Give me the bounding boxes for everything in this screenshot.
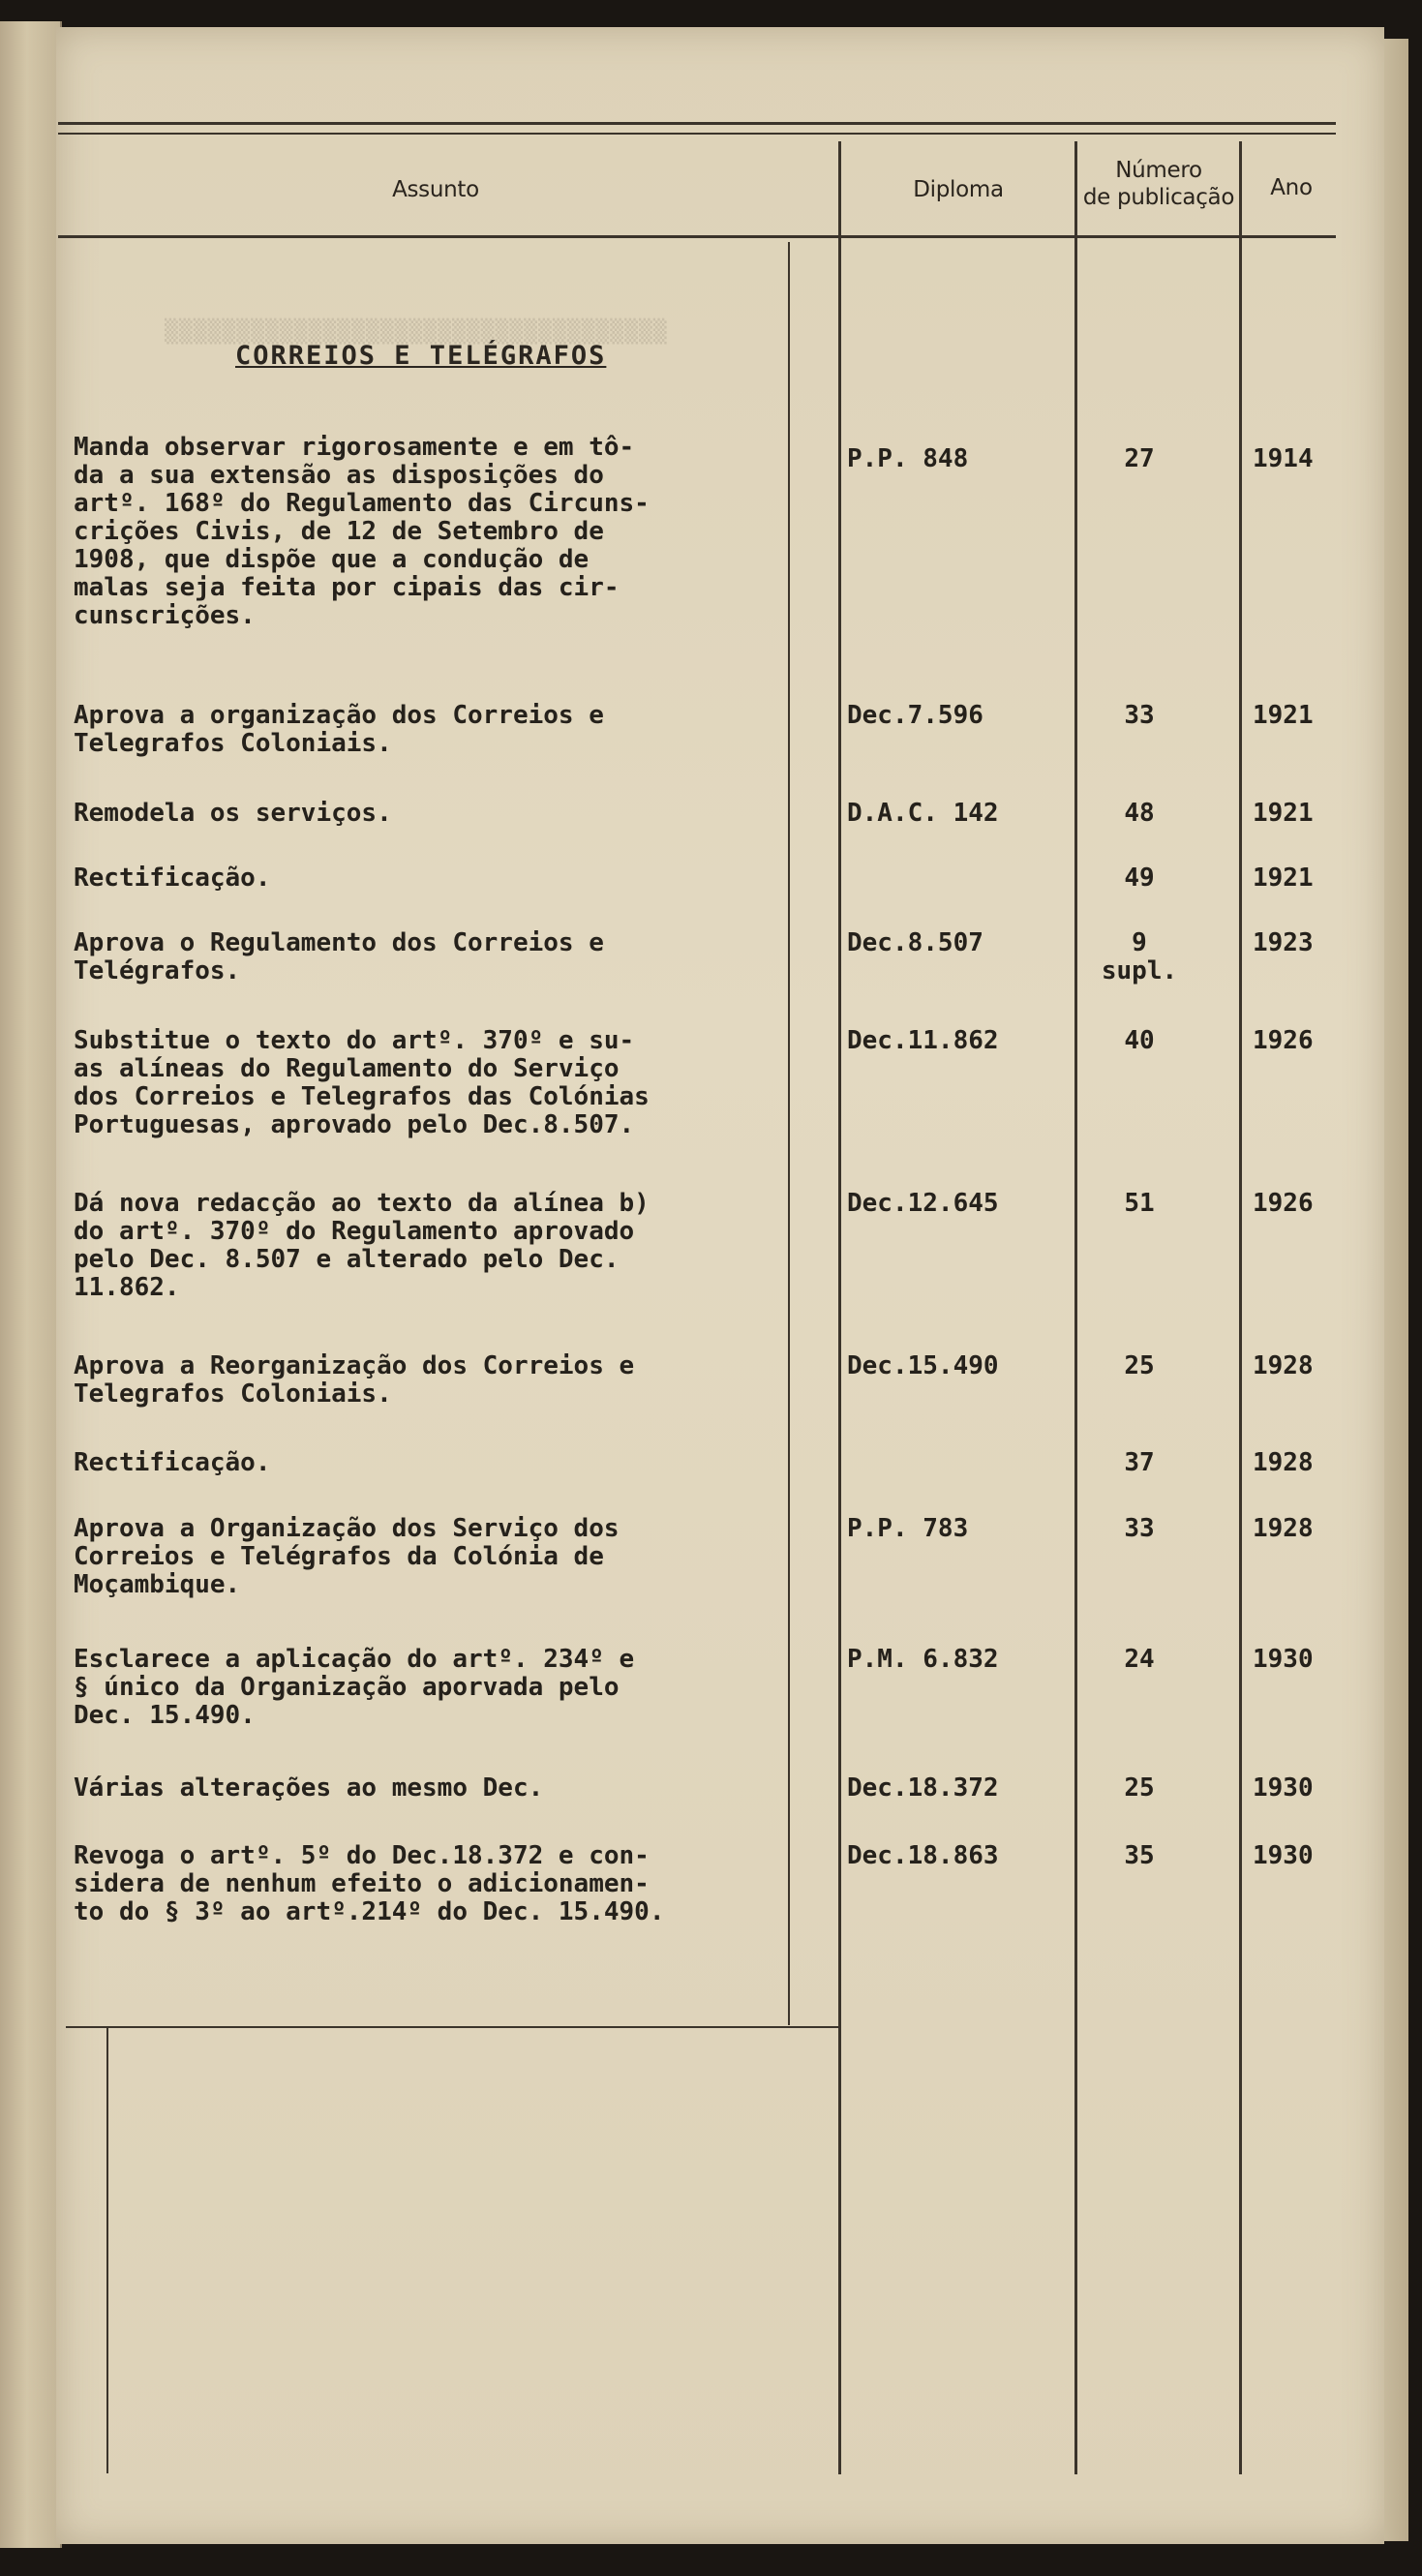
column-divider-diploma (838, 141, 841, 2474)
entry-subject: Dá nova redacção ao texto da alínea b) do artº. 370º do Regulamento aprovado pelo Dec. 8.507 e alterado pelo Dec. 11.862. (74, 1189, 650, 1302)
entry-subject: Aprova o Regulamento dos Correios e Telégrafos. (74, 928, 604, 985)
entry-numero: 27 (1124, 444, 1155, 473)
entry-ano: 1926 (1253, 1189, 1314, 1218)
entry-ano: 1928 (1253, 1448, 1314, 1477)
previous-page-edge (0, 21, 62, 2548)
entry-numero: 24 (1124, 1645, 1155, 1674)
entry-numero: 35 (1124, 1841, 1155, 1870)
entry-ano: 1921 (1253, 701, 1314, 730)
entry-ano: 1930 (1253, 1645, 1314, 1674)
entry-diploma: Dec.8.507 (847, 928, 983, 957)
subject-lower-rule (66, 2026, 838, 2028)
top-rule-outer (58, 122, 1336, 125)
entry-subject: Revoga o artº. 5º do Dec.18.372 e con- sidera de nenhum efeito o adicionamen- to do § 3º ao artº.214º do Dec. 15.490. (74, 1841, 665, 1926)
subject-lower-divider (106, 2026, 108, 2473)
header-assunto: Assunto (392, 177, 479, 202)
entry-numero: 49 (1124, 864, 1155, 893)
entry-subject: Várias alterações ao mesmo Dec. (74, 1773, 544, 1803)
entry-ano: 1921 (1253, 799, 1314, 828)
entry-subject: Rectificação. (74, 1448, 271, 1477)
section-title: CORREIOS E TELÉGRAFOS (235, 341, 607, 371)
entry-diploma: Dec.11.862 (847, 1026, 999, 1055)
header-numero: Número de publicação (1082, 158, 1235, 210)
entry-diploma: Dec.12.645 (847, 1189, 999, 1218)
entry-ano: 1921 (1253, 864, 1314, 893)
entry-ano: 1928 (1253, 1351, 1314, 1380)
entry-diploma: P.P. 848 (847, 444, 969, 473)
entry-diploma: P.P. 783 (847, 1514, 969, 1543)
entry-ano: 1923 (1253, 928, 1314, 957)
entry-numero: 33 (1124, 1514, 1155, 1543)
entry-ano: 1914 (1253, 444, 1314, 473)
entry-subject: Aprova a organização dos Correios e Telegrafos Coloniais. (74, 701, 604, 758)
entry-diploma: Dec.18.372 (847, 1773, 999, 1803)
entry-numero: 33 (1124, 701, 1155, 730)
entry-subject: Rectificação. (74, 864, 271, 893)
entry-ano: 1926 (1253, 1026, 1314, 1055)
top-rule-inner (58, 133, 1336, 135)
entry-subject: Manda observar rigorosamente e em tô- da a sua extensão as disposições do artº. 168º do Regulamento das Circuns- crições Civis, de 12 de Setembro de 1908, que dispõe que a condução de malas seja feita por cipais das cir- cunscrições. (74, 433, 650, 630)
entry-diploma: Dec.15.490 (847, 1351, 999, 1380)
entry-numero: 48 (1124, 799, 1155, 828)
entry-numero: 9 supl. (1101, 928, 1178, 985)
entry-ano: 1928 (1253, 1514, 1314, 1543)
entry-numero: 25 (1124, 1773, 1155, 1803)
entry-subject: Substitue o texto do artº. 370º e su- as alíneas do Regulamento do Serviço dos Correios e Telegrafos das Colónias Portuguesas, aprovado pelo Dec.8.507. (74, 1026, 650, 1139)
header-diploma: Diploma (913, 177, 1004, 202)
entry-diploma: D.A.C. 142 (847, 799, 999, 828)
column-divider-numero (1074, 141, 1077, 2474)
bleed-through-texture: ▒▒▒▒▒▒▒▒▒▒▒▒▒▒▒▒▒▒▒▒▒▒▒▒▒▒▒▒▒▒▒▒▒▒▒ (165, 319, 668, 345)
entry-numero: 37 (1124, 1448, 1155, 1477)
entry-subject: Aprova a Reorganização dos Correios e Telegrafos Coloniais. (74, 1351, 635, 1409)
column-divider-ano (1239, 141, 1242, 2474)
entry-subject: Aprova a Organização dos Serviço dos Correios e Telégrafos da Colónia de Moçambique. (74, 1514, 620, 1599)
entry-subject: Esclarece a aplicação do artº. 234º e § único da Organização aporvada pelo Dec. 15.490. (74, 1645, 635, 1730)
header-ano: Ano (1270, 175, 1313, 200)
entry-numero: 25 (1124, 1351, 1155, 1380)
entry-numero: 40 (1124, 1026, 1155, 1055)
entry-diploma: P.M. 6.832 (847, 1645, 999, 1674)
header-bottom-rule (58, 235, 1336, 238)
entry-subject: Remodela os serviços. (74, 799, 392, 828)
entry-ano: 1930 (1253, 1773, 1314, 1803)
entry-diploma: Dec.7.596 (847, 701, 983, 730)
entry-ano: 1930 (1253, 1841, 1314, 1870)
entry-numero: 51 (1124, 1189, 1155, 1218)
entry-diploma: Dec.18.863 (847, 1841, 999, 1870)
